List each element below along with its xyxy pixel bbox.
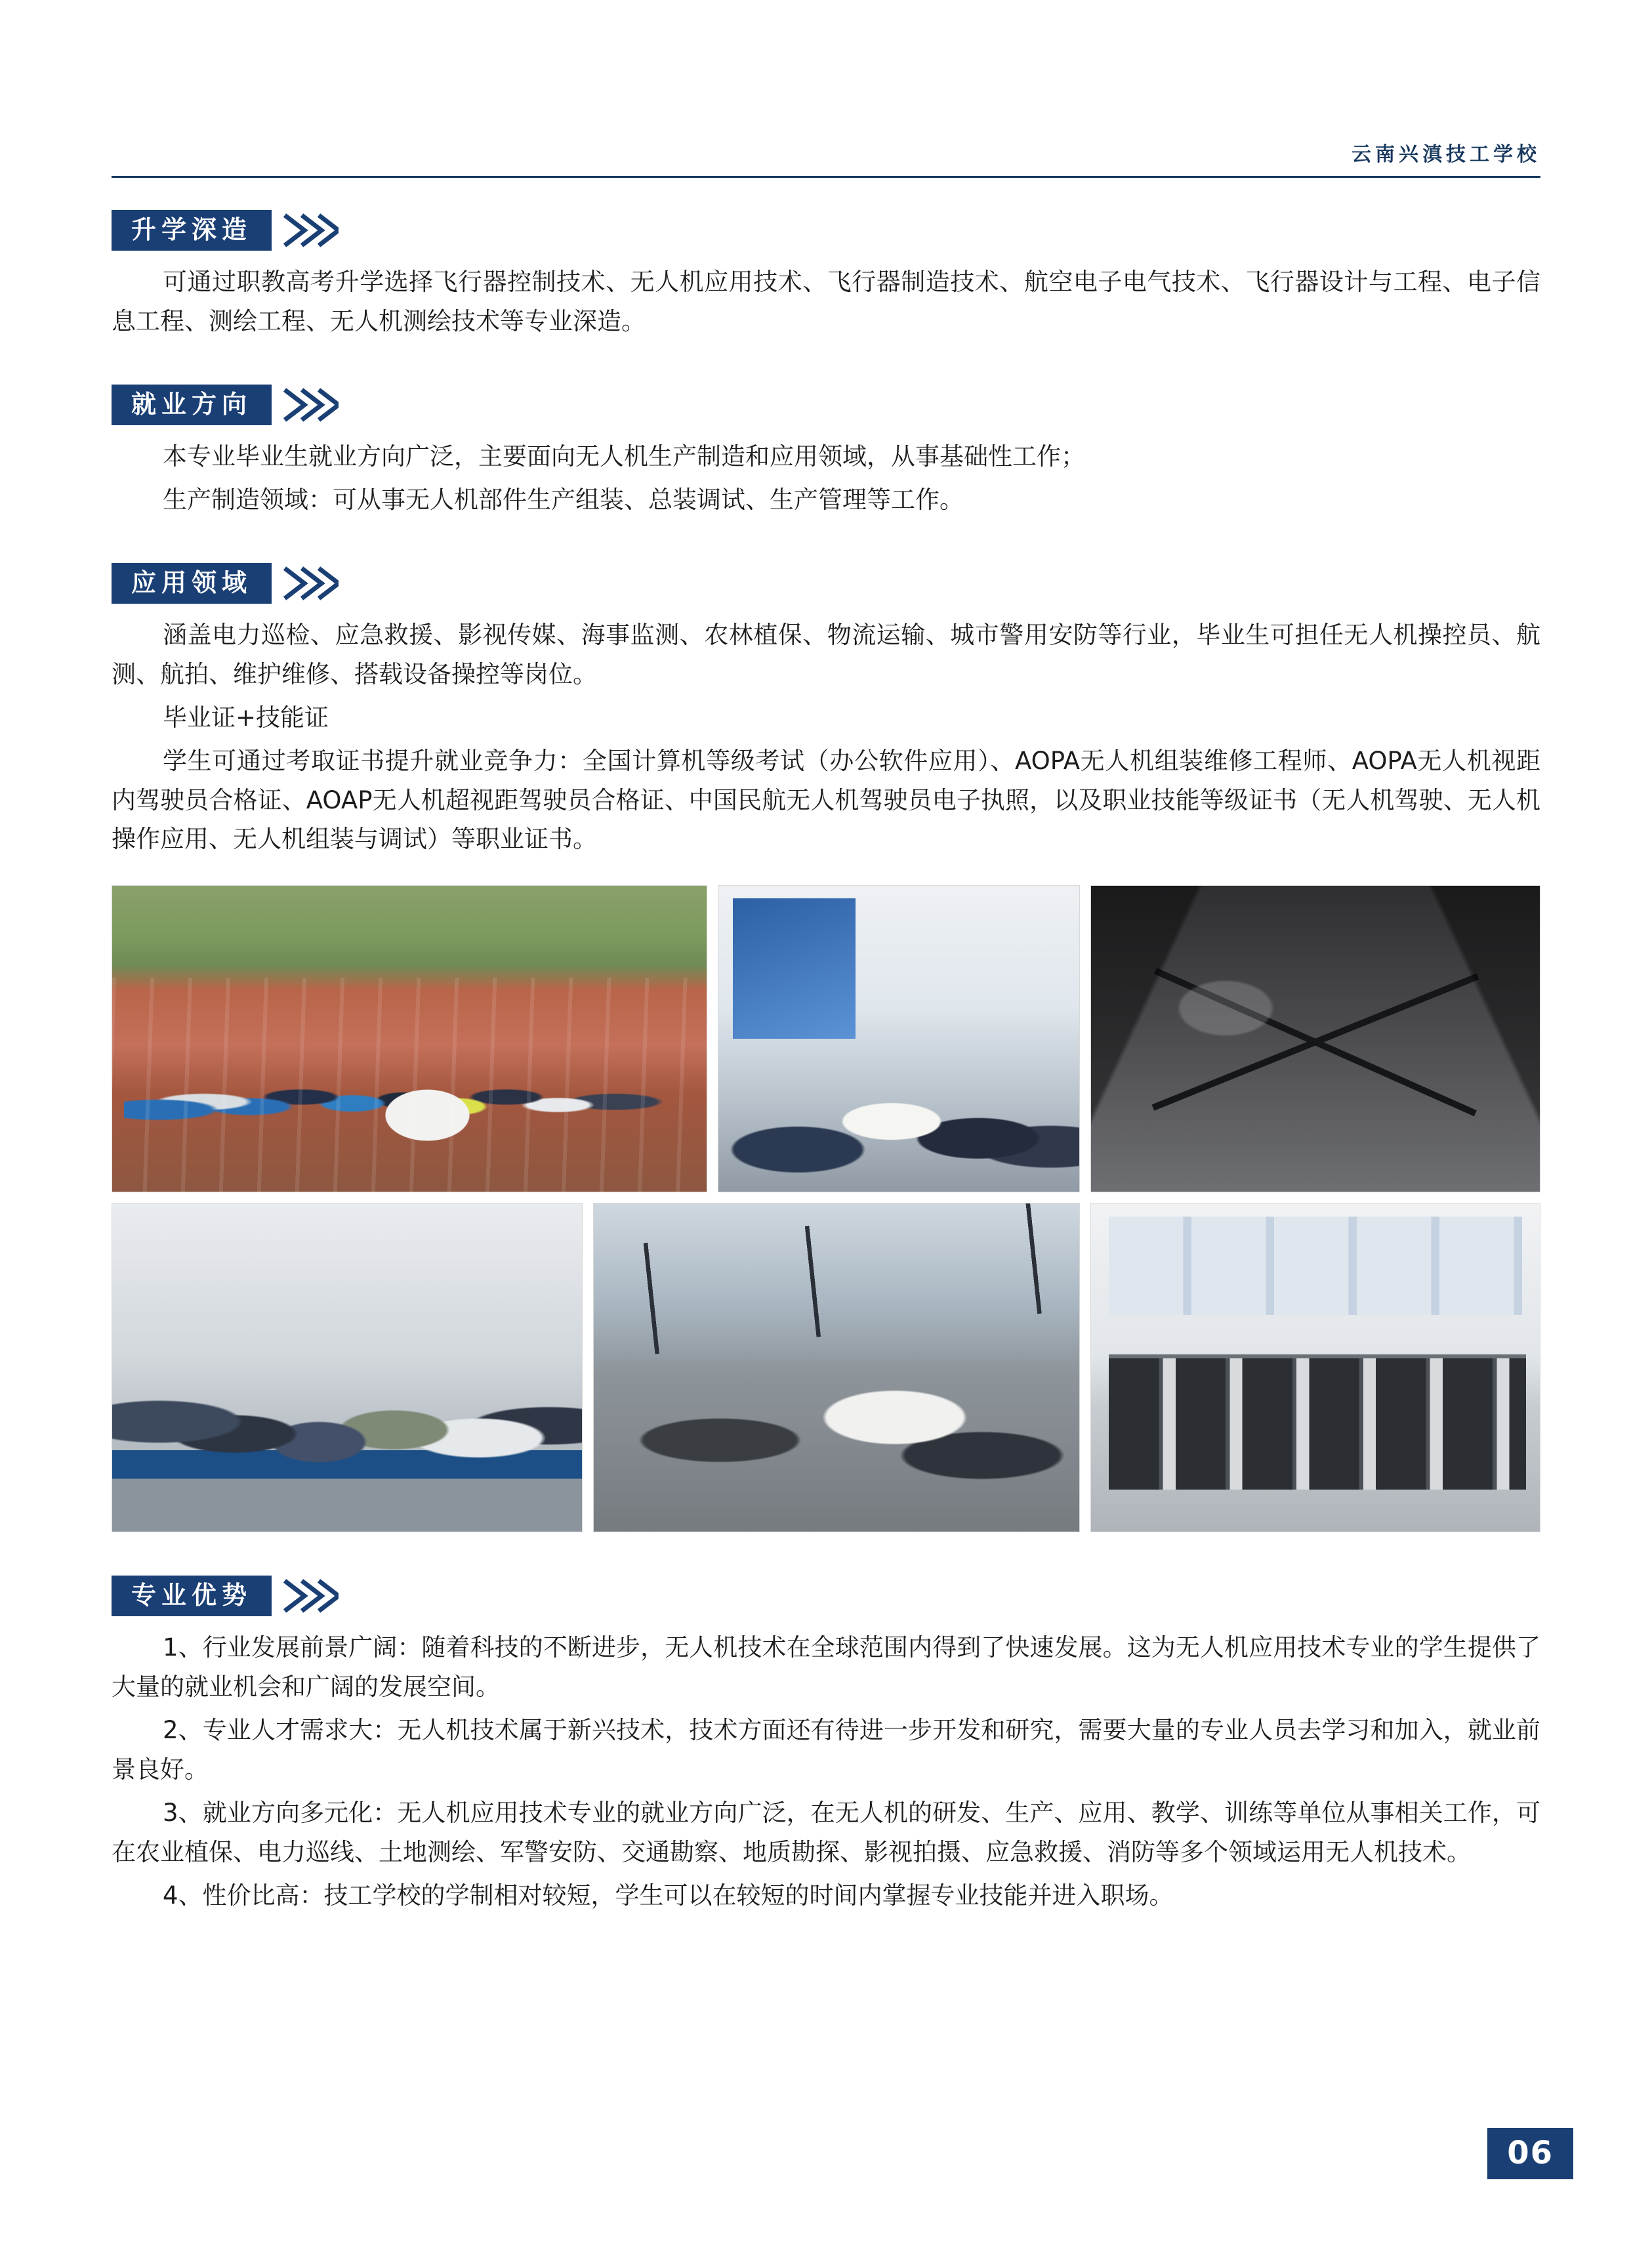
section-tag-label: 就业方向 bbox=[112, 385, 272, 425]
page-number: 06 bbox=[1487, 2128, 1573, 2179]
chevron-double-right-icon bbox=[282, 387, 339, 423]
chevron-double-right-icon bbox=[282, 566, 339, 601]
school-name: 云南兴滇技工学校 bbox=[1352, 143, 1540, 166]
page-header bbox=[112, 138, 1540, 184]
photo-multirotor-drone-closeup bbox=[1090, 885, 1540, 1192]
paragraph: 2、专业人才需求大：无人机技术属于新兴技术，技术方面还有待进一步开发和研究，需要大量的专业人员去学习和加入，就业前景良好。 bbox=[112, 1716, 1540, 1784]
paragraph: 4、性价比高：技工学校的学制相对较短，学生可以在较短的时间内掌握专业技能并进入职场。 bbox=[163, 1881, 1174, 1910]
paragraph: 1、行业发展前景广阔：随着科技的不断进步，无人机技术在全球范围内得到了快速发展。这为无人机应用技术专业的学生提供了大量的就业机会和广阔的发展空间。 bbox=[112, 1633, 1540, 1702]
paragraph: 可通过职教高考升学选择飞行器控制技术、无人机应用技术、飞行器制造技术、航空电子电气技术、飞行器设计与工程、电子信息工程、测绘工程、无人机测绘技术等专业深造。 bbox=[112, 268, 1540, 335]
section-heading-application-fields bbox=[112, 563, 1540, 604]
section-tag-label: 应用领域 bbox=[112, 563, 272, 604]
paragraph: 涵盖电力巡检、应急救援、影视传媒、海事监测、农林植保、物流运输、城市警用安防等行业，毕业生可担任无人机操控员、航测、航拍、维护维修、搭载设备操控等岗位。 bbox=[112, 620, 1540, 688]
page-content bbox=[112, 210, 1540, 1919]
photo-lab-assembly-class bbox=[112, 1203, 583, 1532]
photo-drone-equipment-cases bbox=[1090, 1203, 1540, 1532]
section-heading-major-advantages bbox=[112, 1576, 1540, 1616]
paragraph: 毕业证+技能证 bbox=[163, 703, 329, 732]
photo-row bbox=[112, 1203, 1540, 1532]
section-heading-employment-direction bbox=[112, 385, 1540, 425]
photo-students-outdoor-drone-training bbox=[112, 885, 707, 1192]
header-divider bbox=[112, 176, 1540, 178]
paragraph: 3、就业方向多元化：无人机应用技术专业的就业方向广泛，在无人机的研发、生产、应用、教学、训练等单位从事相关工作，可在农业植保、电力巡线、土地测绘、军警安防、交通勘察、地质勘探、影视拍摄、应急救援、消防等多个领域运用无人机技术。 bbox=[112, 1799, 1540, 1867]
chevron-double-right-icon bbox=[282, 1578, 339, 1614]
paragraph: 本专业毕业生就业方向广泛，主要面向无人机生产制造和应用领域，从事基础性工作； bbox=[163, 442, 1085, 470]
chevron-double-right-icon bbox=[282, 213, 339, 248]
photo-drone-exhibition-demo bbox=[718, 885, 1080, 1192]
photo-gallery bbox=[112, 885, 1540, 1532]
paragraph: 生产制造领域：可从事无人机部件生产组装、总装调试、生产管理等工作。 bbox=[163, 485, 964, 514]
section-heading-further-study bbox=[112, 210, 1540, 251]
section-tag-label: 升学深造 bbox=[112, 210, 272, 251]
photo-row bbox=[112, 885, 1540, 1192]
photo-agricultural-drone-field-setup bbox=[593, 1203, 1080, 1532]
paragraph: 学生可通过考取证书提升就业竞争力：全国计算机等级考试（办公软件应用）、AOPA无人机组装维修工程师、AOPA无人机视距内驾驶员合格证、AOAP无人机超视距驾驶员合格证、中国民航无人机驾驶员电子执照，以及职业技能等级证书（无人机驾驶、无人机操作应用、无人机组装与调试）等职业证书。 bbox=[112, 746, 1540, 854]
section-tag-label: 专业优势 bbox=[112, 1576, 272, 1616]
